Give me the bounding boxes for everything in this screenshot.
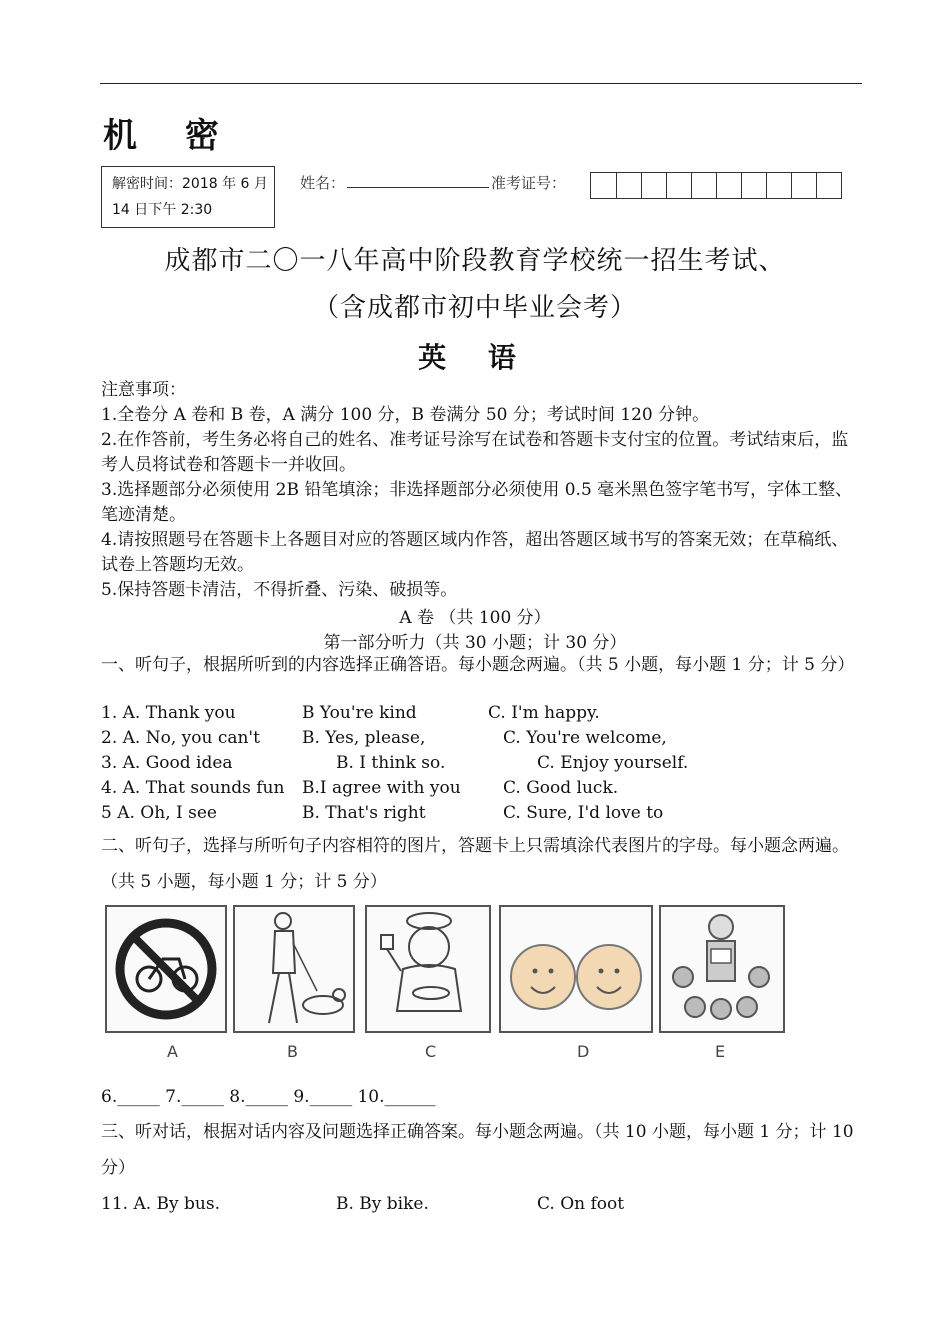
exam-title: 成都市二〇一八年高中阶段教育学校统一招生考试、 <box>164 246 786 276</box>
picture-label: C <box>425 1042 437 1061</box>
q1-option: C. You're welcome, <box>503 728 667 748</box>
cook-image <box>365 905 491 1033</box>
q1-option: 5 A. Oh, I see <box>101 803 217 823</box>
q1-option: C. Good luck. <box>503 778 619 798</box>
exam-id-boxes[interactable] <box>590 172 842 199</box>
q1-option: 1. A. Thank you <box>101 703 236 723</box>
q1-option: 2. A. No, you can't <box>101 728 260 748</box>
top-rule <box>100 83 862 84</box>
picture-label: A <box>167 1042 178 1061</box>
picture-label: D <box>577 1042 590 1061</box>
q11-option: B. By bike. <box>336 1194 429 1214</box>
name-label: 姓名： <box>300 174 346 192</box>
notice-item: 5.保持答题卡清洁，不得折叠、污染、破损等。 <box>101 580 458 600</box>
secret-mark: 机 密 <box>103 116 237 156</box>
subject-title: 英 语 <box>418 341 532 374</box>
part1-heading: 第一部分听力（共 30 小题；计 30 分） <box>323 633 627 653</box>
q1-option: 3. A. Good idea <box>101 753 233 773</box>
q2-instructions: 二、听句子，选择与所听句子内容相符的图片，答题卡上只需填涂代表图片的字母。每小题念两遍。（共 5 小题，每小题 1 分；计 5 分） <box>101 836 849 892</box>
q1-option: C. I'm happy. <box>488 703 600 723</box>
notice-item: 4.请按照题号在答题卡上各题目对应的答题区域内作答，超出答题区域书写的答案无效；在草稿纸、试卷上答题均无效。 <box>101 530 849 575</box>
notice-item: 1.全卷分 A 卷和 B 卷，A 满分 100 分，B 卷满分 50 分；考试时间 120 分钟。 <box>101 405 710 425</box>
name-field[interactable] <box>347 173 489 188</box>
q1-instructions: 一、听句子，根据所听到的内容选择正确答语。每小题念两遍。（共 5 小题，每小题 1 分；计 5 分） <box>101 655 855 675</box>
answer-blanks: 6._____ 7._____ 8._____ 9._____ 10.______ <box>101 1087 436 1107</box>
no-bicycle-sign-image <box>105 905 227 1033</box>
notice-item: 2.在作答前，考生务必将自己的姓名、准考证号涂写在试卷和答题卡支付宝的位置。考试结束后，监考人员将试卷和答题卡一并收回。 <box>101 430 849 475</box>
notice-heading: 注意事项： <box>101 380 186 400</box>
id-label: 准考证号： <box>491 174 567 192</box>
picture-label: B <box>287 1042 298 1061</box>
picture-options <box>101 900 791 1075</box>
exam-subtitle: （含成都市初中毕业会考） <box>312 293 637 323</box>
q11-option: 11. A. By bus. <box>101 1194 220 1214</box>
q1-option: C. Sure, I'd love to <box>503 803 664 823</box>
q11-option: C. On foot <box>537 1194 625 1214</box>
smiling-oranges-image <box>499 905 653 1033</box>
q1-option: B. I think so. <box>336 753 446 773</box>
q3-instructions: 三、听对话，根据对话内容及问题选择正确答案。每小题念两遍。（共 10 小题，每小题 1 分；计 10 分） <box>101 1122 854 1178</box>
q1-option: B You're kind <box>302 703 417 723</box>
q1-option: B. Yes, please, <box>302 728 426 748</box>
section-a-heading: A 卷 （共 100 分） <box>399 608 551 628</box>
q1-option: 4. A. That sounds fun <box>101 778 285 798</box>
dog-walking-image <box>233 905 355 1033</box>
name-row <box>300 172 566 193</box>
picture-label: E <box>715 1042 726 1061</box>
q1-option: C. Enjoy yourself. <box>537 753 689 773</box>
declassify-box: 解密时间：2018 年 6 月 14 日下午 2:30 <box>101 166 275 228</box>
reading-to-children-image <box>659 905 785 1033</box>
notice-item: 3.选择题部分必须使用 2B 铅笔填涂；非选择题部分必须使用 0.5 毫米黑色签字笔书写，字体工整、笔迹清楚。 <box>101 480 853 525</box>
q1-option: B. That's right <box>302 803 426 823</box>
q1-option: B.I agree with you <box>302 778 461 798</box>
